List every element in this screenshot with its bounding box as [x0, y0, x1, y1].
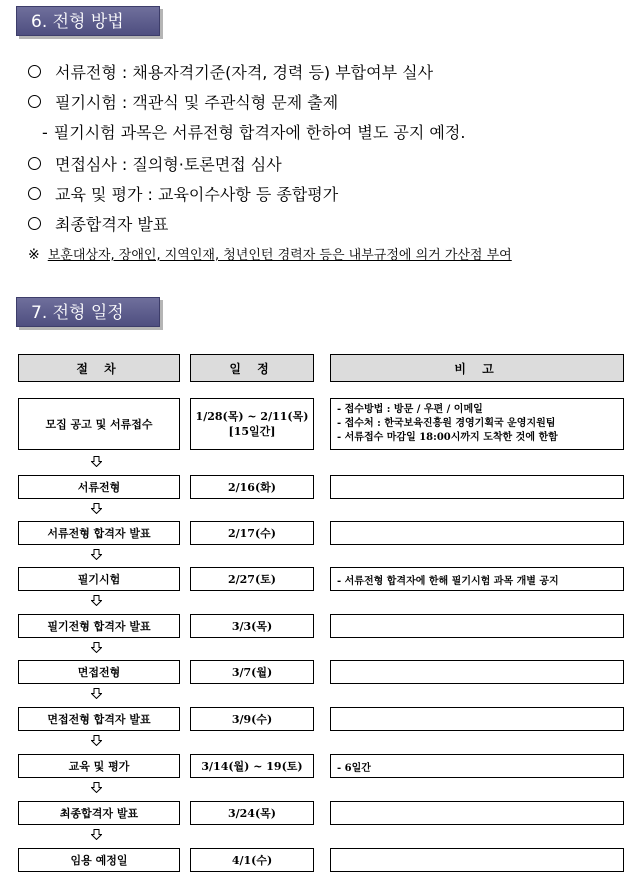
step-cell: 서류전형 합격자 발표 [18, 521, 180, 545]
list-item: 면접심사 : 질의형·토론면접 심사 [28, 152, 282, 175]
remarks-cell [330, 521, 624, 545]
step-cell: 임용 예정일 [18, 848, 180, 872]
schedule-cell: 3/14(월) ~ 19(토) [190, 754, 314, 778]
schedule-cell: 3/9(수) [190, 707, 314, 731]
down-arrow-icon [91, 829, 102, 840]
down-arrow-icon [91, 642, 102, 653]
circle-bullet-icon [28, 65, 41, 78]
header-remarks: 비 고 [330, 354, 624, 382]
remarks-cell [330, 801, 624, 825]
step-cell: 필기전형 합격자 발표 [18, 614, 180, 638]
remarks-cell: - 6일간 [330, 754, 624, 778]
remarks-cell: - 서류전형 합격자에 한해 필기시험 과목 개별 공지 [330, 567, 624, 591]
step-cell: 면접전형 [18, 660, 180, 684]
list-item: 교육 및 평가 : 교육이수사항 등 종합평가 [28, 182, 338, 205]
remarks-cell [330, 660, 624, 684]
list-sub-item: - 필기시험 과목은 서류전형 합격자에 한하여 별도 공지 예정. [42, 123, 466, 142]
remarks-cell [330, 475, 624, 499]
circle-bullet-icon [28, 187, 41, 200]
section-7-title: 7. 전형 일정 [16, 297, 160, 327]
schedule-cell: 4/1(수) [190, 848, 314, 872]
down-arrow-icon [91, 595, 102, 606]
step-cell: 모집 공고 및 서류접수 [18, 398, 180, 450]
step-cell: 최종합격자 발표 [18, 801, 180, 825]
schedule-cell: 3/7(월) [190, 660, 314, 684]
list-item: 서류전형 : 채용자격기준(자격, 경력 등) 부합여부 실사 [28, 60, 433, 83]
header-step: 절 차 [18, 354, 180, 382]
down-arrow-icon [91, 503, 102, 514]
remarks-cell: - 접수방법 : 방문 / 우편 / 이메일 - 접수처 : 한국보육진흥원 경영기획국 운영지원팀 - 서류접수 마감일 18:00시까지 도착한 것에 한함 [330, 398, 624, 450]
remarks-cell [330, 614, 624, 638]
header-schedule: 일 정 [190, 354, 314, 382]
section-6-title: 6. 전형 방법 [16, 6, 160, 36]
step-cell: 면접전형 합격자 발표 [18, 707, 180, 731]
down-arrow-icon [91, 688, 102, 699]
down-arrow-icon [91, 456, 102, 467]
list-item: 필기시험 : 객관식 및 주관식형 문제 출제 [28, 90, 338, 113]
down-arrow-icon [91, 549, 102, 560]
schedule-cell: 2/17(수) [190, 521, 314, 545]
bonus-point-note: ※ 보훈대상자, 장애인, 지역인재, 청년인턴 경력자 등은 내부규정에 의거 가산점 부여 [28, 247, 512, 263]
step-cell: 서류전형 [18, 475, 180, 499]
circle-bullet-icon [28, 95, 41, 108]
schedule-cell: 2/16(화) [190, 475, 314, 499]
step-cell: 교육 및 평가 [18, 754, 180, 778]
step-cell: 필기시험 [18, 567, 180, 591]
schedule-cell: 1/28(목) ~ 2/11(목) [15일간] [190, 398, 314, 450]
down-arrow-icon [91, 782, 102, 793]
remarks-cell [330, 848, 624, 872]
remarks-cell [330, 707, 624, 731]
list-item: 최종합격자 발표 [28, 212, 168, 235]
circle-bullet-icon [28, 217, 41, 230]
schedule-cell: 3/3(목) [190, 614, 314, 638]
circle-bullet-icon [28, 157, 41, 170]
down-arrow-icon [91, 735, 102, 746]
schedule-cell: 2/27(토) [190, 567, 314, 591]
schedule-cell: 3/24(목) [190, 801, 314, 825]
